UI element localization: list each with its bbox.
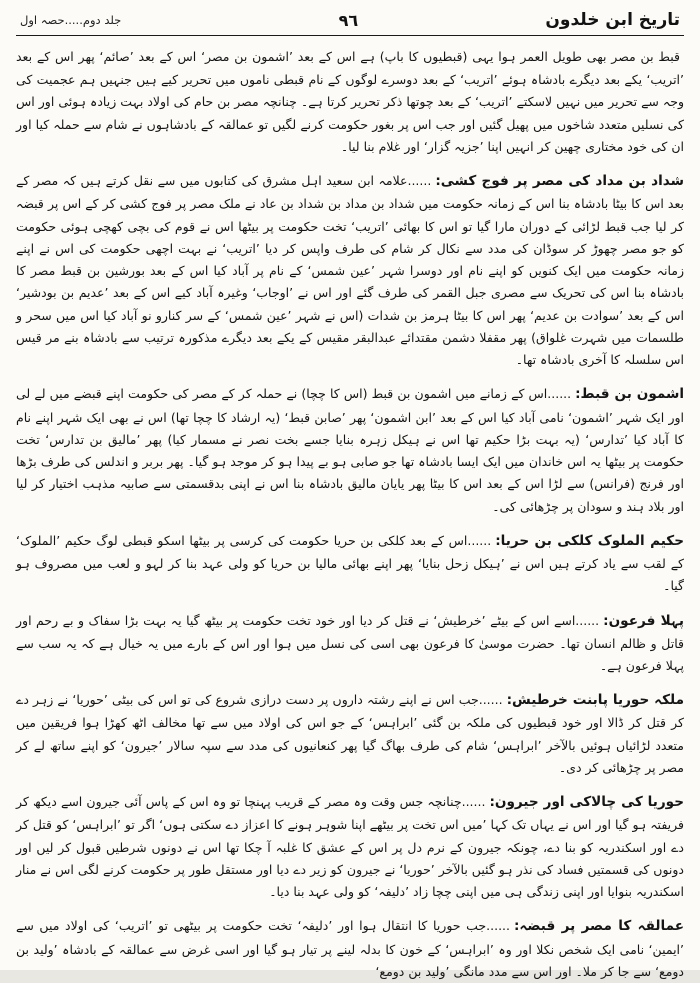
section-heading: پہلا فرعون: xyxy=(603,612,685,629)
page-body xyxy=(16,45,684,983)
section-heading xyxy=(680,49,684,65)
section-text: ......اس کے زمانے میں اشمون بن قبط (اس کا چچا) نے حملہ کر کے مصر کی حکومت اپنے قبضے میں لے لی اور ایک شہر ’اشمون‘ نامی آباد کیا اس کے بعد ’ابن اشمون‘ پھر ’صابن قبط‘ (یہ ارشاد کا چچا تھا) اس نے بھی ایک شہر اپنے نام کا آباد کیا ’تدارس‘ (یہ بہت بڑا حکیم تھا اس نے ہیکل زہرہ بنایا جسے بخت نصر نے مسمار کیا) پھر ’مالیق بن تدارس‘ تخت حکومت پر بیٹھا یہ اس خاندان میں ایک ایسا بادشاہ تھا جو صابی ہو بے پیدا ہو کر موجد ہو گیا۔ پھر بربر و اندلس کی طرف بڑھا اور فرنج (فرانس) سے لڑا اس کے بعد اس کا بیٹا پھر یایان مالیق بادشاہ بنا اس نے اپنی بدقسمتی سے صابیہ مذہب اختیار کر لیا اور بلاد ہند و سودان پر چڑھائی کی۔ xyxy=(16,386,684,514)
section-text: ......جب اس نے اپنے رشتہ داروں پر دست درازی شروع کی تو اس کی بیٹی ’حوریا‘ نے زہر دے کر قتل کر ڈالا اور خود قبطیوں کی ملکہ بن گئی ’ابراہس‘ کے جو اس کی اولاد میں سے تھا مخالف اٹھ کھڑا ہوا فریقین میں متعدد لڑائیاں ہوئیں بالآخر ’ابراہس‘ شام کی طرف بھاگ گیا پھر کنعانیوں کی مدد سے سپہ سالار ’جیرون‘ کو اپنے ساتھ لے کر مصر پر چڑھائی کر دی۔ xyxy=(16,692,684,775)
section-ashmun-bin-qibt xyxy=(16,382,684,517)
intro-paragraph xyxy=(16,45,684,158)
section-shaddad-invasion xyxy=(16,169,684,371)
section-heading: حکیم الملوک کلکی بن حریا: xyxy=(495,532,684,549)
section-text: ......اس کے بعد کلکی بن حریا حکومت کی کرسی پر بیٹھا اسکو قبطی لوگ حکیم ’الملوک‘ کے لقب سے یاد کرتے ہیں اس نے ’ہیکل زحل بنایا‘ پھر اپنے بھائی مالیا بن حریا کو ولی عہد بنا کر لہو و لعب میں مصروف ہو گیا۔ xyxy=(16,532,684,594)
section-heading: اشمون بن قبط: xyxy=(575,386,684,403)
page-number: ٩٦ xyxy=(338,10,359,30)
section-queen-hooriya xyxy=(16,688,684,779)
page-header xyxy=(16,8,684,34)
section-heading: شداد بن مداد کی مصر پر فوج کشی: xyxy=(435,173,684,190)
section-text: ......علامہ ابن سعید اہل مشرق کی کتابوں میں سے نقل کرتے ہیں کہ مصر کے بعد اس کا بیٹا بادشاہ بنا اس کے زمانہ حکومت میں شداد بن مداد بن شداد بن عاد نے ملک مصر پر فوج کشی کر کے اس پر قبضہ کر لیا جب قبط لڑائی کے دوران مارا گیا تو اس کا بھائی ’اتریب‘ تخت حکومت پر بیٹھا اس نے قوم کی بچی کھچی ہوئی حکومت کو جو مصر چھوڑ کر سوڈان کی مدد سے نکال کر شام کی طرف واپس کر دیا ’اتریب‘ نے بہت اچھی حکومت کی اس نے اپنے زمانہ حکومت میں ایک کنویں کو اپنے نام اور دوسرا شہر ’عین شمس‘ کے نام پر آباد کیا اس کے بعد بورشین بن قبط مصر کا بادشاہ بنا اس کی تحریک سے مصری جبل القمر کی طرف گئے اور اس نے ’اوجاب‘ وغیرہ آباد کیے اس کے بعد ’عدیم بن بودشیر‘ اس کے بعد ’سوادت بن عدیم‘ پھر اس کا بیٹا ہرمز بن شدات (اس نے شہر ’عین شمس‘ کے سر کنارو نو آباد کیا اس میں سحر و طلسمات میں شہرت غلواق) پھر مقفلا دشمن مقتدائے عبدالبقر مقیس کے یکے بعد دیگرے مذکورہ ترتیب سے بادشاہ بنے مر قیس اس سلسلہ کا آخری بادشاہ تھا۔ xyxy=(16,173,684,368)
section-text: ......چنانچہ جس وقت وہ مصر کے قریب پہنچا تو وہ اس کے پاس آئی جیرون اسے دیکھ کر فریفتہ ہو گیا اور اس نے یہاں تک کہا ’میں اس تخت پر بیٹھے اپنا شوہر ہونے کا اعزاز دے سکتی ہوں‘ اگر تو ’ابراہس‘ کو قتل کر دے اور اسکندریہ کو بنا دے، چونکہ جیرون کے نرم دل پر اس کے عشق کا غلبہ آ چکا تھا اس نے دونوں شرطیں قبول کر لیں اور دونوں کی قسمتیں فساد کی نذر ہو گئیں بالآخر ’حوریا‘ نے جیرون کو زیر دے دیا اور مستقل طور پر حکومت کرنے لگی اس نے منار اسکندریہ بنوایا اور اپنی زندگی ہی میں اپنی چچا زاد ’دلیفہ‘ کو ولی عہد بنا دیا۔ xyxy=(16,794,684,900)
section-heading: ملکہ حوریا پابنت خرطیش: xyxy=(506,692,684,709)
section-text: ......جب حوریا کا انتقال ہوا اور ’دلیفہ‘ تخت حکومت پر بیٹھی تو ’اتریب‘ کی اولاد میں سے ’ایمین‘ نامی ایک شخص نکلا اور وہ ’ابراہس‘ کے خون کا بدلہ لینے پر تیار ہو گیا اور اسی غرض سے عمالقہ کے بادشاہ ’ولید بن دومع‘ سے جا کر ملا۔ اور اس سے مدد مانگی ’ولید بن دومع‘ xyxy=(16,918,684,979)
section-amaliqa-qabza xyxy=(16,914,684,983)
volume-info: جلد دوم.....حصہ اول xyxy=(20,13,122,27)
section-first-pharaoh xyxy=(16,609,684,678)
section-text: ......اسے اس کے بیٹے ’خرطیش‘ نے قتل کر دیا اور خود تخت حکومت پر بیٹھ گیا یہ بہت بڑا سفاک و بے رحم اور قاتل و ظالم انسان تھا۔ حضرت موسیٰ کا فرعون بھی اسی کی نسل میں ہوا اور اس کے بارے میں یہ خیال ہے کہ یہ سب سے پہلا فرعون ہے۔ xyxy=(16,612,684,673)
section-heading: عمالقہ کا مصر پر قبضہ: xyxy=(514,918,685,935)
section-hakim-almulook xyxy=(16,529,684,598)
section-heading: حوریا کی چالاکی اور جیرون: xyxy=(489,794,684,811)
book-title: تاریخ ابن خلدون xyxy=(545,10,680,30)
header-divider xyxy=(16,35,684,36)
section-text: قبط بن مصر بھی طویل العمر ہوا یہی (قبطیوں کا باپ) ہے اس کے بعد ’اشمون بن مصر‘ اس کے بعد ’صائم‘ پھر اس کے بعد ’اتریب‘ یکے بعد دیگرے بادشاہ ہوئے ’اتریب‘ کے بعد دوسرے لوگوں کے نام قبطی ناموں میں تحریر کیے ہیں جنہیں ہم عجمیت کی وجہ سے تحریر میں نہیں لاسکتے ’اتریب‘ کے بعد چوتھا ذکر تحریر کرتا ہے۔ چنانچہ مصر بن حام کی اولاد بہت زیادہ ہوئی اور اس کی نسلیں متعدد شاخوں میں پھیل گئیں اور جب اس پر بغور حکومت کرنے لگیں تو عمالقہ کے بادشاہوں نے شام سے حملہ کیا اور ان کی خود مختاری چھین کر انہیں اپنا ’جزیہ گزار‘ اور غلام بنا لیا۔ xyxy=(16,49,684,154)
section-hooriya-jeroon xyxy=(16,790,684,903)
